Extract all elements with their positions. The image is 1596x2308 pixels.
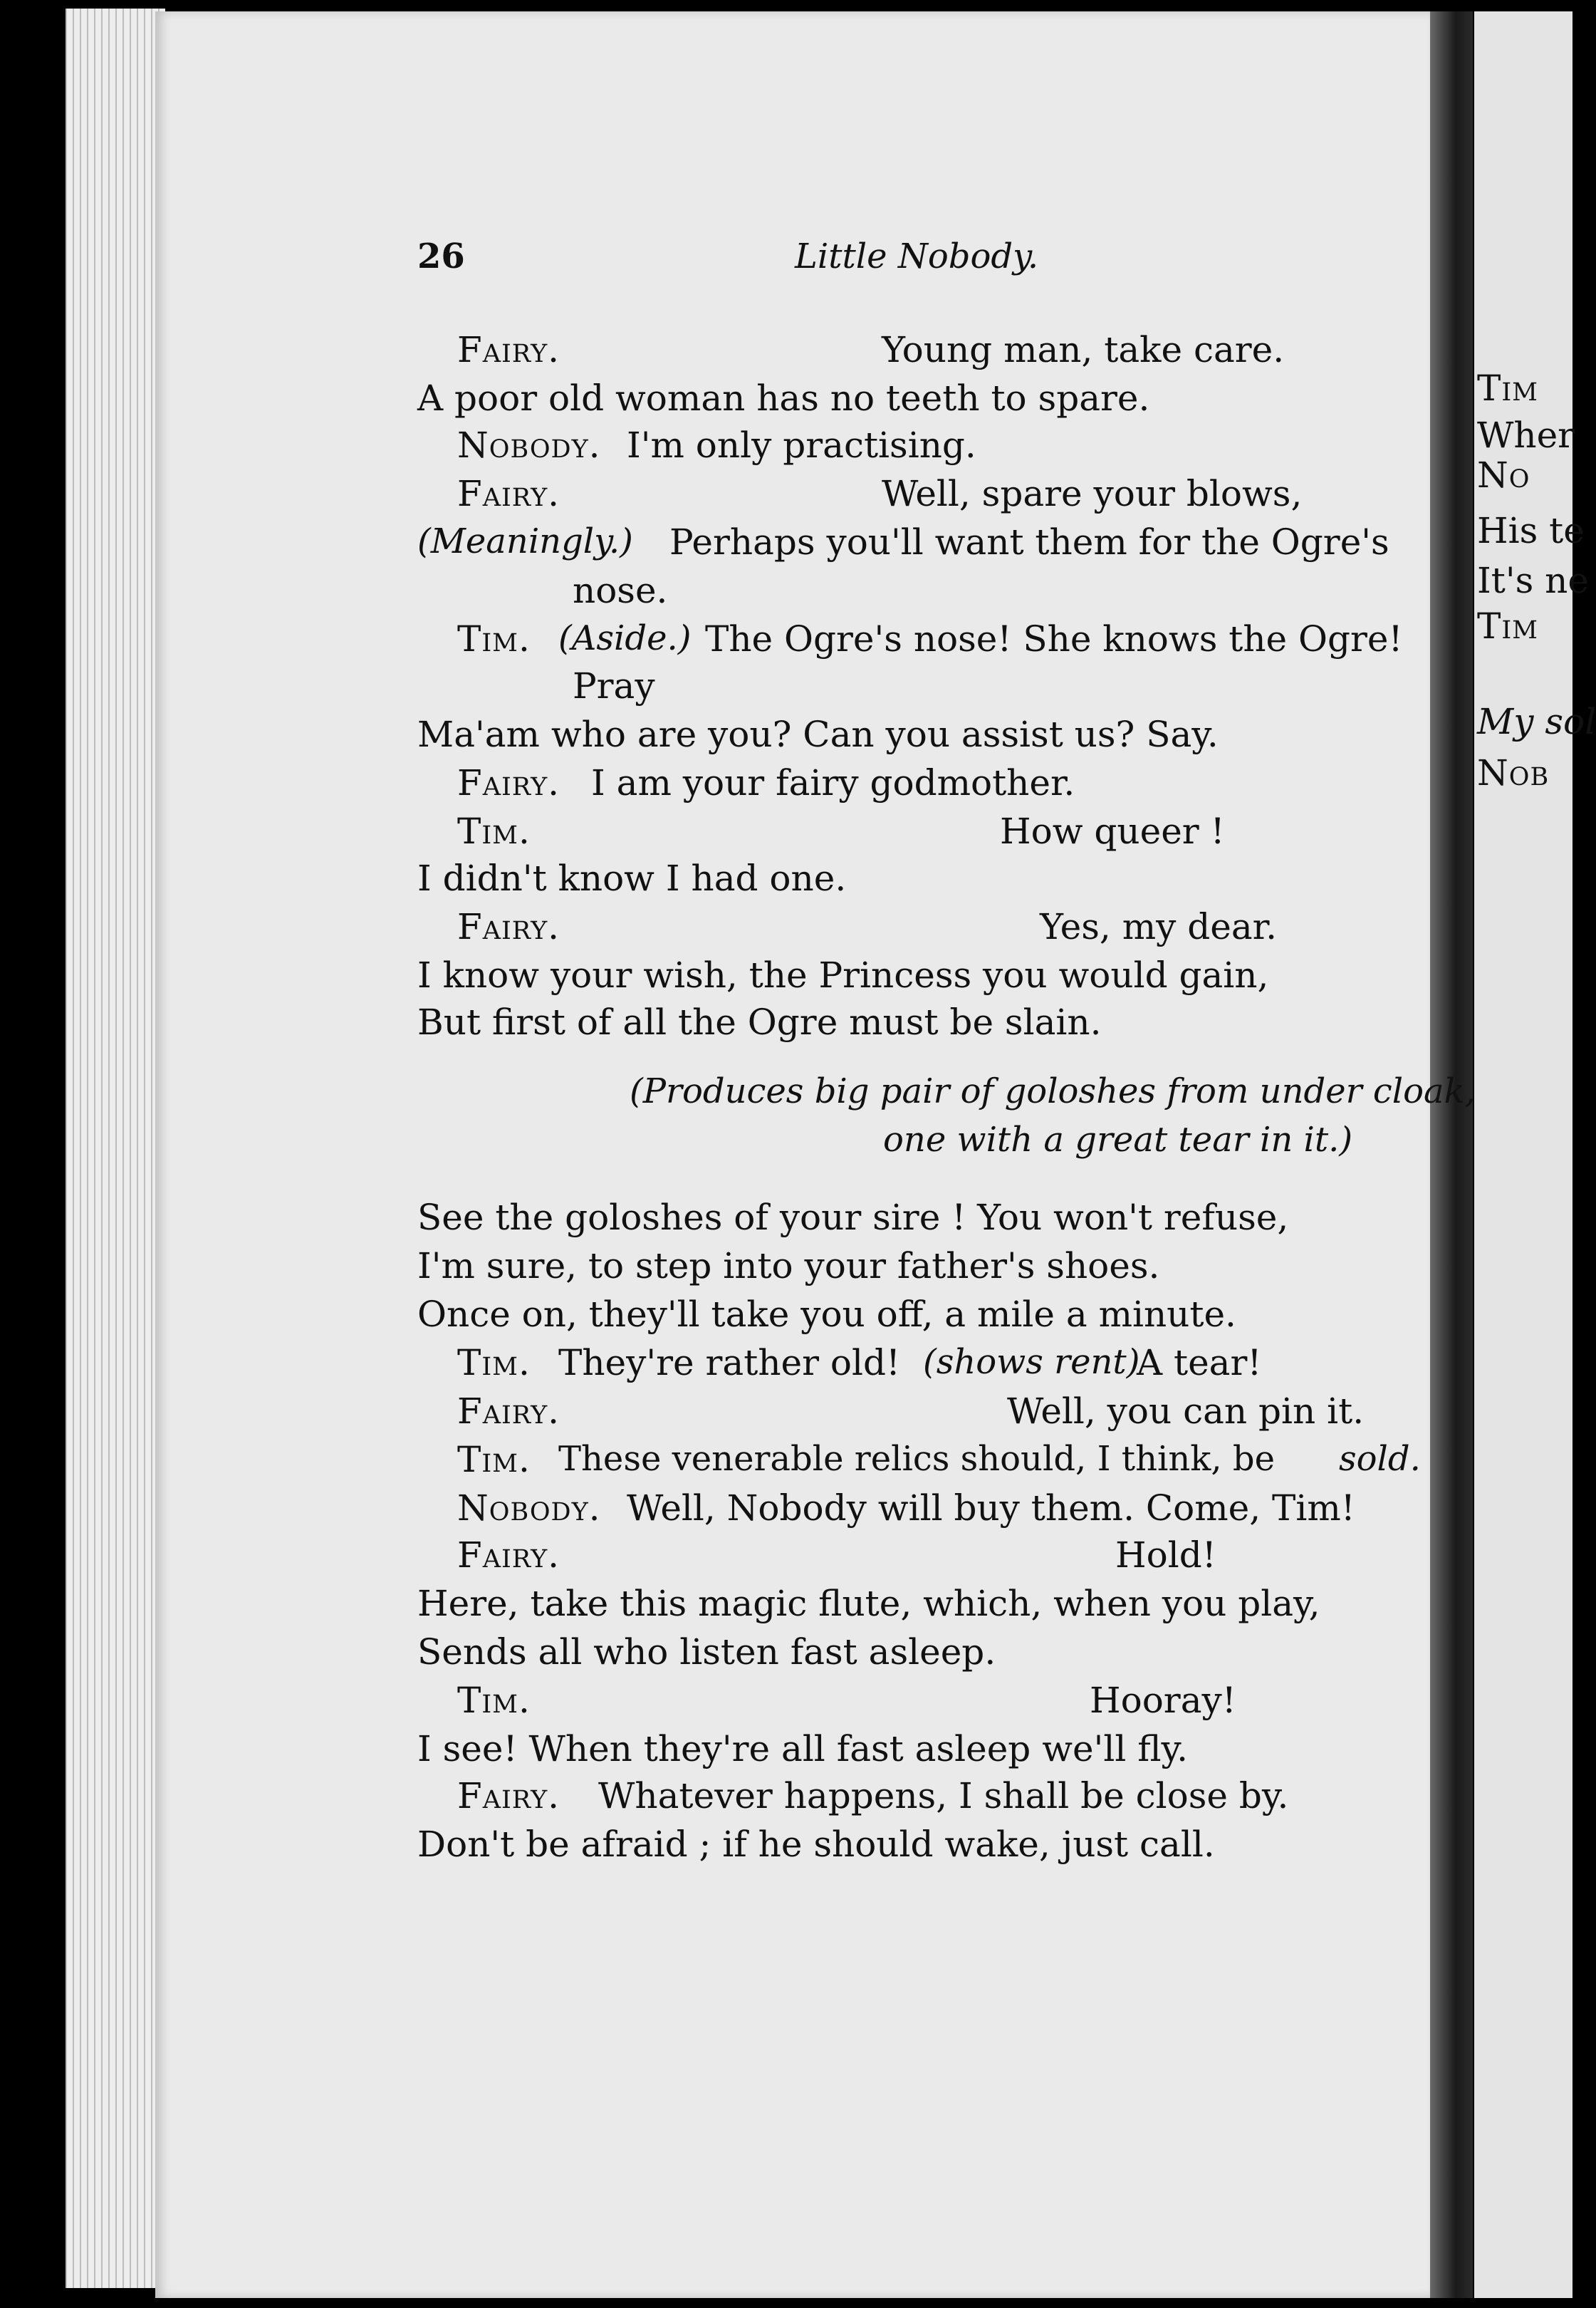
verse-line: I know your wish, the Princess you would gain,	[417, 955, 1269, 996]
speaker-nobody: Nobody.	[457, 425, 601, 466]
stage-direction: (Meaningly.)	[417, 521, 633, 561]
next-page-fragment: Nob	[1477, 752, 1550, 794]
speaker-fairy: Fairy.	[457, 762, 560, 804]
verse-line: The Ogre's nose! She knows the Ogre!	[705, 618, 1403, 660]
verse-line: Well, spare your blows,	[882, 473, 1303, 514]
page-number: 26	[417, 236, 465, 276]
next-page-fragment: Tim	[1477, 605, 1539, 647]
verse-line: Once on, they'll take you off, a mile a minute.	[417, 1294, 1236, 1335]
speaker-fairy: Fairy.	[457, 906, 560, 947]
speaker-tim: Tim.	[457, 1680, 531, 1721]
stage-direction: (Produces big pair of goloshes from under cloak,	[630, 1071, 1476, 1111]
verse-line: See the goloshes of your sire ! You won't refuse,	[417, 1197, 1289, 1238]
speaker-fairy: Fairy.	[457, 329, 560, 370]
running-title: Little Nobody.	[795, 236, 1039, 276]
verse-line: Well, you can pin it.	[1007, 1390, 1365, 1432]
next-page-fragment: It's ne	[1477, 560, 1589, 601]
next-page-fragment: Wher	[1477, 415, 1575, 456]
verse-line: Hooray!	[1090, 1680, 1236, 1721]
speaker-fairy: Fairy.	[457, 473, 560, 514]
speaker-fairy: Fairy.	[457, 1534, 560, 1576]
verse-line: Here, take this magic flute, which, when you play,	[417, 1583, 1320, 1624]
speaker-fairy: Fairy.	[457, 1390, 560, 1432]
verse-line: Whatever happens, I shall be close by.	[598, 1775, 1289, 1816]
verse-line: Pray	[573, 665, 655, 707]
verse-line: Perhaps you'll want them for the Ogre's	[669, 521, 1389, 563]
next-page-fragment: Tim	[1477, 368, 1539, 409]
verse-line: I'm only practising.	[627, 425, 976, 466]
verse-line: Ma'am who are you? Can you assist us? Say.	[417, 714, 1219, 755]
verse-line: nose.	[573, 570, 668, 611]
verse-line: Yes, my dear.	[1040, 906, 1277, 947]
stage-direction: (shows rent)	[923, 1342, 1140, 1382]
speaker-tim: Tim.	[457, 811, 531, 852]
speaker-tim: Tim.	[457, 618, 531, 660]
verse-line: Sends all who listen fast asleep.	[417, 1631, 996, 1673]
emphasis: sold.	[1339, 1439, 1421, 1479]
verse-line: How queer !	[1000, 811, 1225, 852]
verse-line: A tear!	[1137, 1342, 1262, 1383]
speaker-tim: Tim.	[457, 1439, 531, 1480]
next-page-fragment: No	[1477, 454, 1530, 496]
next-page-edge	[1474, 11, 1596, 2298]
verse-line: Young man, take care.	[882, 329, 1285, 370]
verse-line: Well, Nobody will buy them. Come, Tim!	[627, 1487, 1355, 1529]
page-edge-stack	[66, 9, 165, 2288]
next-page-fragment: My sol	[1477, 701, 1596, 742]
verse-line: These venerable relics should, I think, be	[558, 1439, 1275, 1479]
verse-line: I see! When they're all fast asleep we'll fly.	[417, 1728, 1189, 1769]
verse-line: But first of all the Ogre must be slain.	[417, 1002, 1102, 1043]
stage-direction: one with a great tear in it.)	[883, 1120, 1353, 1160]
verse-line: They're rather old!	[558, 1342, 901, 1383]
verse-line: Hold!	[1115, 1534, 1216, 1576]
verse-line: A poor old woman has no teeth to spare.	[417, 378, 1150, 419]
speaker-nobody: Nobody.	[457, 1487, 601, 1529]
speaker-fairy: Fairy.	[457, 1775, 560, 1816]
stage-direction: (Aside.)	[558, 618, 692, 658]
book-gutter	[1430, 11, 1473, 2298]
verse-line: I am your fairy godmother.	[591, 762, 1075, 804]
next-page-fragment: His te	[1477, 510, 1585, 551]
verse-line: I'm sure, to step into your father's shoes.	[417, 1245, 1160, 1286]
verse-line: I didn't know I had one.	[417, 858, 847, 899]
speaker-tim: Tim.	[457, 1342, 531, 1383]
verse-line: Don't be afraid ; if he should wake, just call.	[417, 1824, 1215, 1865]
